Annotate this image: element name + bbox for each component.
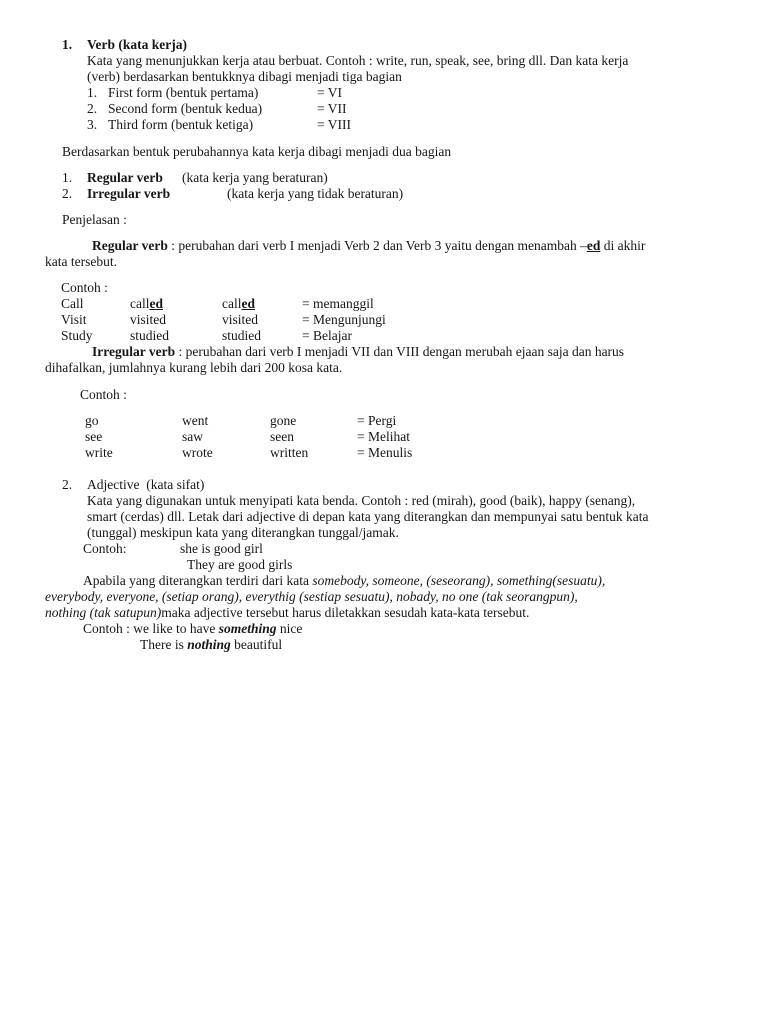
section2-desc-line1: Kata yang digunakan untuk menyipati kata benda. Contoh : red (mirah), good (baik), happy (senang), [87,493,636,508]
verb1: go [85,413,99,428]
verb3: visited [222,312,258,327]
verb3: gone [270,413,297,428]
irregular-verb-paragraph-line1 [92,344,624,360]
adjective-example2: They are good girls [187,557,293,572]
meaning: = Menulis [357,445,413,460]
penjelasan-label: Penjelasan : [62,212,127,227]
verbtype1-desc: (kata kerja yang beraturan) [182,170,328,185]
irregular-example-row [85,413,396,429]
verb-type-item [62,170,328,186]
verb3: written [270,445,309,460]
something-emphasis: something [218,621,277,636]
verb3 [222,296,302,312]
verb2: studied [130,328,169,343]
section1-intro-line2: (verb) berdasarkan bentukknya dibagi menjadi tiga bagian [87,69,402,84]
verbtype2-num: 2. [62,186,73,201]
adjective-example1: she is good girl [180,541,263,556]
verb3-stem: call [222,296,242,311]
form1-num: 1. [87,85,98,100]
section1-number: 1. [62,37,73,52]
adjective-contoh-line1 [83,541,263,557]
contoh-emphasis-line2 [140,637,282,653]
ex1-after: nice [276,621,303,636]
verb2: visited [130,312,166,327]
verbtype2-name: Irregular verb [87,186,171,201]
section2-desc-line3: (tunggal) meskipun kata yang diterangkan tunggal/jamak. [87,525,399,540]
irregular-example-row [85,445,412,461]
verb2-suffix: ed [149,296,163,311]
irregular-verb-paragraph-line2: dihafalkan, jumlahnya kurang lebih dari 200 kosa kata. [45,360,343,375]
meaning: = Mengunjungi [302,312,386,327]
meaning: = Melihat [357,429,410,444]
ex1-before: we like to have [133,621,219,636]
regular-verb-text: : perubahan dari verb I menjadi Verb 2 dan Verb 3 yaitu dengan menambah – [167,238,587,253]
verb1: Study [61,328,93,343]
form2-label: Second form (bentuk kedua) [108,101,263,116]
form1-value: = VI [317,85,342,100]
nothing-emphasis: nothing [187,637,231,652]
regular-verb-paragraph-line2: kata tersebut. [45,254,117,269]
contoh-label-2: Contoh : [80,387,127,402]
regular-verb-paragraph-line1 [92,238,645,254]
verb1: Visit [61,312,87,327]
verb3: studied [222,328,261,343]
rule-line1 [83,573,605,589]
regular-example-row [61,312,386,328]
section1-intro-line1: Kata yang menunjukkan kerja atau berbuat. Contoh : write, run, speak, see, bring dll. Dan kata kerja [87,53,629,68]
meaning: = memanggil [302,296,374,311]
verb2 [130,296,222,312]
irregular-verb-term: Irregular verb [92,344,176,359]
basis-line: Berdasarkan bentuk perubahannya kata kerja dibagi menjadi dua bagian [62,144,452,159]
section2-desc-line2: smart (cerdas) dll. Letak dari adjective di depan kata yang diterangkan dan mempunyai satu bentuk kata [87,509,649,524]
form3-label: Third form (bentuk ketiga) [108,117,254,132]
contoh2-label: Contoh : [83,621,134,636]
verb-form-item [87,85,342,101]
section2-heading [62,477,204,493]
ex2-after: beautiful [230,637,283,652]
verb-type-item [62,186,403,202]
verbtype2-desc: (kata kerja yang tidak beraturan) [227,186,404,201]
verbtype1-num: 1. [62,170,73,185]
ex2-before: There is [140,637,188,652]
section1-heading [62,37,187,53]
meaning: = Pergi [357,413,397,428]
rule-line2: everybody, everyone, (setiap orang), everythig (sestiap sesuatu), nobady, no one (tak seorangpun), [45,589,578,604]
section2-title: Adjective (kata sifat) [87,477,205,492]
form2-value: = VII [317,101,347,116]
form1-label: First form (bentuk pertama) [108,85,259,100]
verb2: wrote [182,445,213,460]
rule-line3 [45,605,529,621]
section1-title: Verb (kata kerja) [87,37,187,52]
regular-example-row [61,328,352,344]
irregular-verb-text: : perubahan dari verb I menjadi VII dan VIII dengan merubah ejaan saja dan harus [175,344,625,359]
rule-italic1: somebody, someone, (seseorang), something(sesuatu), [312,573,606,588]
regular-verb-term: Regular verb [92,238,168,253]
verb1: Call [61,296,84,311]
verb2-stem: call [130,296,150,311]
verb3: seen [270,429,294,444]
verbtype1-name: Regular verb [87,170,163,185]
verb2: went [182,413,209,428]
verb3-suffix: ed [241,296,255,311]
verb2: saw [182,429,203,444]
rule-tail: maka adjective tersebut harus diletakkan sesudah kata-kata tersebut. [161,605,530,620]
verb-form-item [87,101,347,117]
irregular-example-row [85,429,410,445]
form3-num: 3. [87,117,98,132]
contoh-emphasis-line1 [83,621,302,637]
section2-number: 2. [62,477,73,492]
regular-example-row [61,296,374,312]
form3-value: = VIII [317,117,351,132]
contoh-label: Contoh: [83,541,127,556]
verb1: write [85,445,113,460]
ed-suffix: ed [586,238,601,253]
rule-italic3: nothing (tak satupun) [45,605,162,620]
verb1: see [85,429,103,444]
form2-num: 2. [87,101,98,116]
verb-form-item [87,117,351,133]
rule-lead: Apabila yang diterangkan terdiri dari kata [83,573,313,588]
contoh-label-1: Contoh : [61,280,108,295]
regular-verb-text-end: di akhir [600,238,646,253]
meaning: = Belajar [302,328,352,343]
